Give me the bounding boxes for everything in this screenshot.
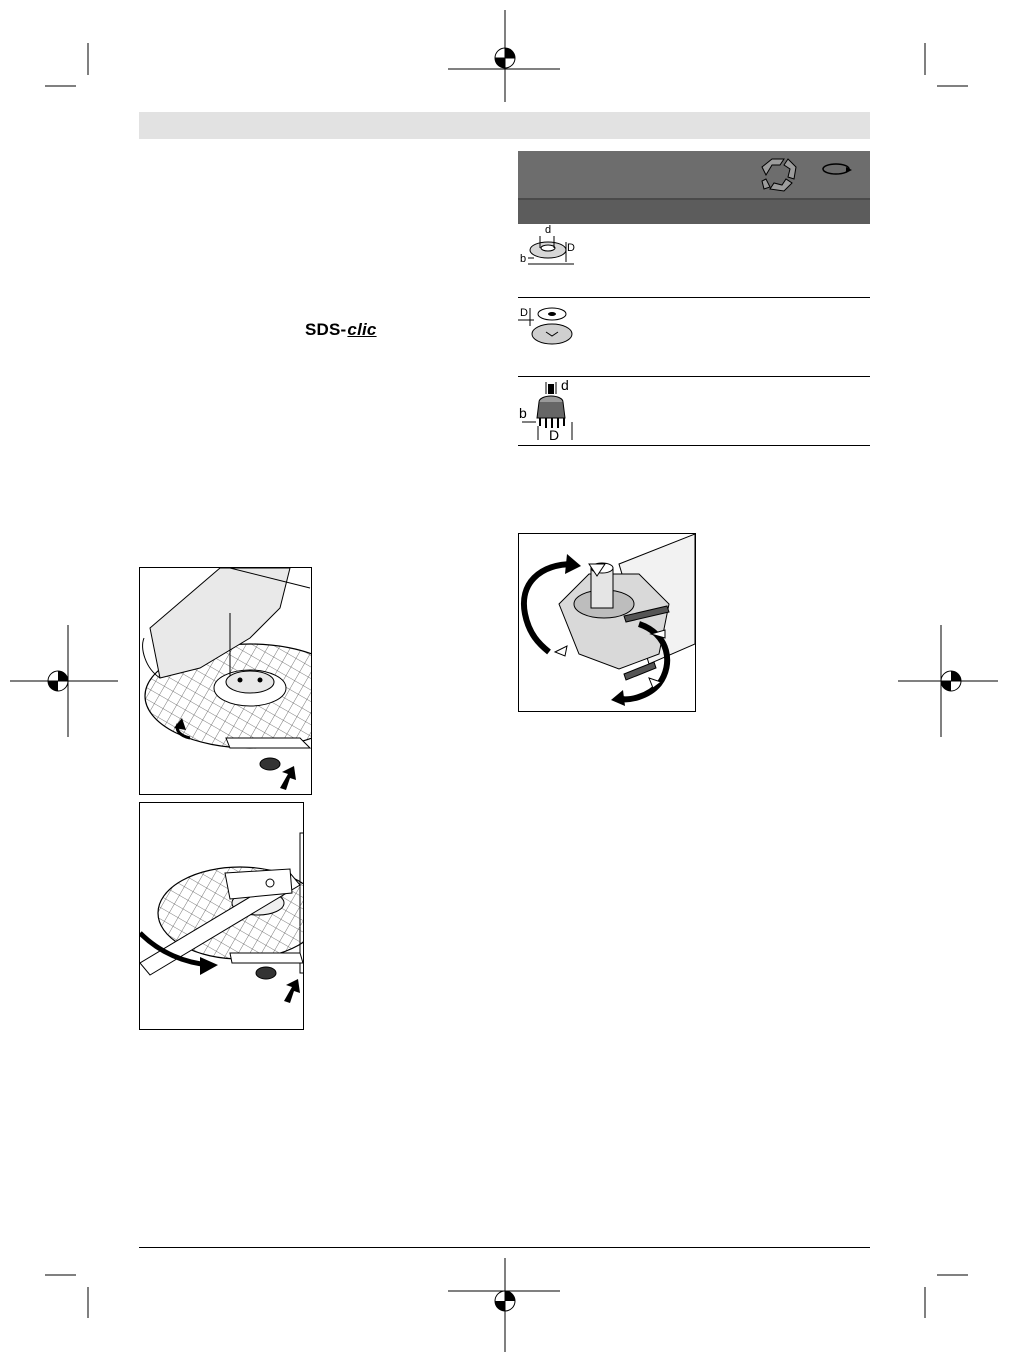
figure-rotating-guard-head [518,533,696,712]
sds-clic-logo [305,320,377,340]
table-subheader [518,198,870,224]
recycle-arrows-icon [758,153,802,195]
rotation-arrow-icon [820,161,854,177]
header-band [139,112,870,139]
dim-label-b-brush: b [519,405,527,421]
table-header [518,151,870,198]
two-pin-spanner-illustration [140,803,303,1029]
dim-label-D-sanding: D [520,307,528,319]
dim-label-D-brush: D [549,427,560,443]
dim-label-d-brush: d [561,377,569,393]
clic-logo-text: clic [347,320,377,339]
figure-hand-tightening-clic-nut [139,567,312,795]
table-row-divider [518,297,870,298]
sds-logo-text: SDS- [305,320,347,339]
table-row-divider [518,445,870,446]
dim-label-b: b [520,253,527,265]
figure-two-pin-spanner [139,802,304,1030]
gear-head-rotation-illustration [519,534,695,711]
dim-label-D: D [567,242,575,254]
table-row-divider [518,376,870,377]
footer-rule [139,1247,870,1248]
hand-on-disc-illustration [140,568,311,794]
dim-label-d: d [545,224,552,236]
